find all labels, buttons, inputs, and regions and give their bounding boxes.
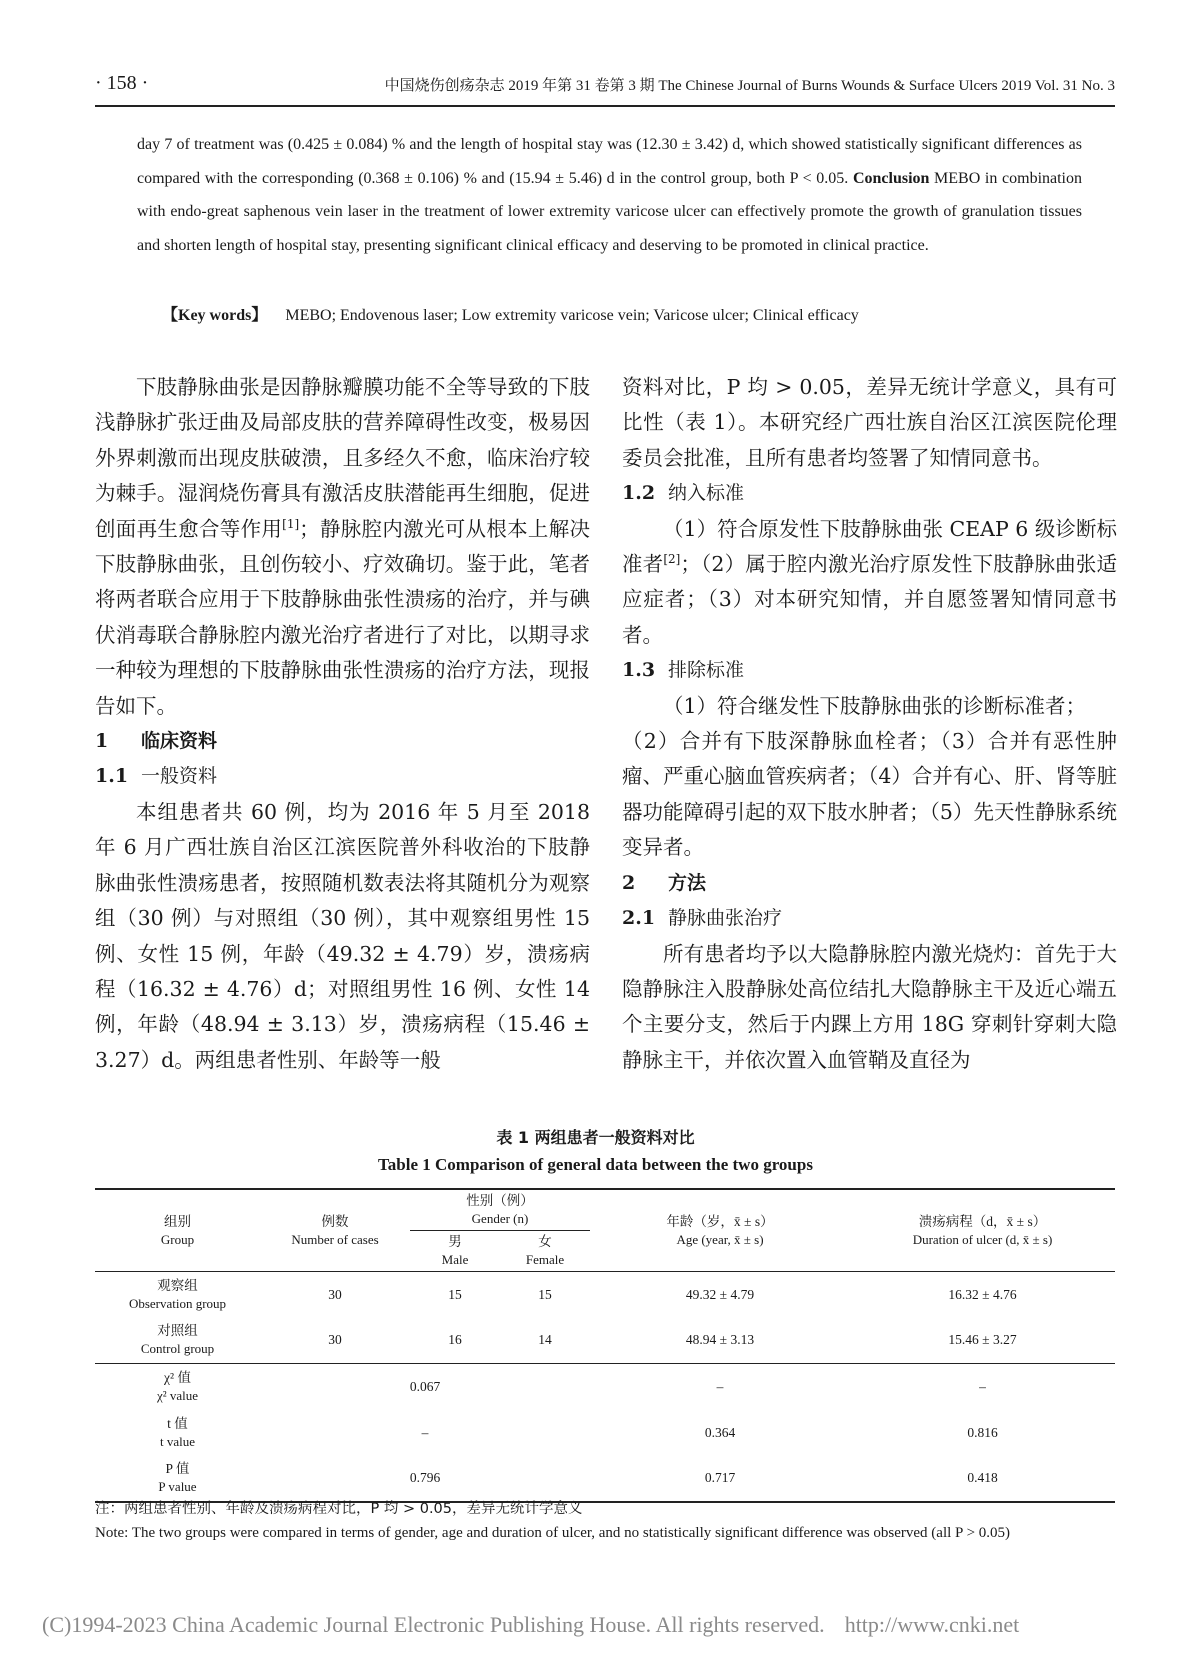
citation-2: [2] (663, 552, 681, 567)
keywords-list: MEBO; Endovenous laser; Low extremity varicose vein; Varicose ulcer; Clinical efficacy (285, 307, 859, 324)
cell-age-stat: – (590, 1364, 850, 1410)
section-2-heading (622, 866, 1117, 901)
header-rule (95, 105, 1115, 107)
table-row (95, 1410, 1115, 1456)
cell-cases: 30 (328, 1286, 342, 1302)
cell-age: 48.94 ± 3.13 (685, 1332, 755, 1348)
data-table (95, 1188, 1115, 1503)
copyright-footer (42, 1612, 1019, 1638)
inclusion-text-a: （1）符合原发性下肢静脉曲张 CEAP 6 级诊断标准者 (622, 516, 1117, 577)
conclusion-label: Conclusion (852, 169, 930, 187)
citation-1: [1] (282, 516, 300, 531)
cell-gender-stat: 0.067 (260, 1364, 590, 1410)
cell-gender-stat: 0.796 (260, 1456, 590, 1502)
header-group: 组别 Group (95, 1189, 260, 1272)
inclusion-paragraph (622, 512, 1117, 654)
section-1-number: 1 (95, 730, 109, 753)
section-1-1-heading (95, 759, 590, 794)
row-label: 对照组 Control group (140, 1323, 215, 1357)
header-age: 年龄（岁，x̄ ± s） Age (year, x̄ ± s) (590, 1189, 850, 1272)
table-row (95, 1318, 1115, 1364)
row-label: t 值 t value (159, 1415, 195, 1449)
footer-url: http://www.cnki.net (844, 1612, 1020, 1637)
cell-male: 15 (448, 1286, 462, 1302)
cell-age-stat: 0.717 (590, 1456, 850, 1502)
inclusion-text-b: ；（2）属于腔内激光治疗原发性下肢静脉曲张适应症者；（3）对本研究知情，并自愿签署知情同意书者。 (622, 552, 1118, 647)
cell-ulcer: 15.46 ± 3.27 (948, 1332, 1017, 1348)
abstract-part2: MEBO in combination with endo-great saphenous vein laser in the treatment of lower extremity varicose ulcer can effectively promote the growth of granulation tissues and shorten length of hospital stay, presenting significant clinical efficacy and deserving to be promoted in clinical practice. (137, 169, 1083, 254)
left-column (95, 370, 590, 1078)
cell-age: 49.32 ± 4.79 (685, 1286, 755, 1302)
cell-female: 15 (538, 1286, 552, 1302)
right-column (622, 370, 1117, 1078)
intro-paragraph (95, 370, 590, 724)
note-en: Note: The two groups were compared in terms of gender, age and duration of ulcer, and no statistically significant difference was observed (all P > 0.05) (95, 1525, 1011, 1541)
table-row (95, 1364, 1115, 1410)
table-caption-en: Table 1 Comparison of general data between the two groups (378, 1155, 813, 1174)
row-label: P 值 P value (95, 1456, 260, 1502)
page-header (95, 72, 1115, 102)
running-head: 中国烧伤创疡杂志 2019 年第 31 卷第 3 期 The Chinese Journal of Burns Wounds & Surface Ulcers 2019 Vol. 31 No. 3 (384, 78, 1115, 94)
cell-ulcer-stat: – (850, 1364, 1115, 1410)
section-1-heading (95, 724, 590, 759)
section-2-1-number: 2.1 (622, 907, 656, 930)
section-1-title: 临床资料 (141, 730, 218, 753)
table-row (95, 1272, 1115, 1318)
section-2-1-heading (622, 901, 1117, 936)
header-male: 男 Male (410, 1231, 500, 1272)
cell-ulcer-stat: 0.418 (850, 1456, 1115, 1502)
page-number: · 158 · (95, 72, 149, 94)
section-1-3-title: 排除标准 (668, 659, 745, 682)
header-female: 女 Female (500, 1231, 590, 1272)
section-2-1-title: 静脉曲张治疗 (668, 907, 783, 930)
keywords-label: 【Key words】 (162, 307, 268, 324)
table-caption-cn: 表 1 两组患者一般资料对比 (496, 1128, 695, 1147)
section-1-2-heading (622, 476, 1117, 511)
table-row (95, 1456, 1115, 1502)
section-1-2-title: 纳入标准 (668, 482, 745, 505)
abstract-part1: day 7 of treatment was (0.425 ± 0.084) % and the length of hospital stay was (12.30 ± 3.42) d, which showed statistically significant differences as compared with the corresponding (0.368 ± 0.106) % and (15.94 ± 5.46) d in the control group, both P < 0.05. (137, 136, 1082, 187)
note-cn: 注：两组患者性别、年龄及溃疡病程对比，P 均 > 0.05，差异无统计学意义 (95, 1501, 583, 1517)
abstract-text (137, 128, 1082, 262)
cell-age-stat: 0.364 (704, 1424, 736, 1440)
intro-text-b: ；静脉腔内激光可从根本上解决下肢静脉曲张，且创伤较小、疗效确切。鉴于此，笔者将两者联合应用于下肢静脉曲张性溃疡的治疗，并与碘伏消毒联合静脉腔内激光治疗者进行了对比，以期寻求一种较为理想的下肢静脉曲张性溃疡的治疗方法，现报告如下。 (95, 516, 591, 718)
cell-female: 14 (538, 1332, 552, 1348)
section-1-3-number: 1.3 (622, 659, 656, 682)
header-ulcer: 溃疡病程（d，x̄ ± s） Duration of ulcer (d, x̄ ± s) (850, 1189, 1115, 1272)
section-1-1-title: 一般资料 (141, 765, 218, 788)
general-data-paragraph: 本组患者共 60 例，均为 2016 年 5 月至 2018 年 6 月广西壮族自治区江滨医院普外科收治的下肢静脉曲张性溃疡患者，按照随机数表法将其随机分为观察组（30 例）与对照组（30 例），其中观察组男性 15 例、女性 15 例，年龄（49.32 ± 4.79）岁，溃疡病程（16.32 ± 4.76）d；对照组男性 16 例、女性 14 例，年龄（48.94 ± 3.13）岁，溃疡病程（15.46 ± 3.27）d。两组患者性别、年龄等一般 (95, 799, 590, 1072)
treatment-paragraph: 所有患者均予以大隐静脉腔内激光烧灼：首先于大隐静脉注入股静脉处高位结扎大隐静脉主干及近心端五个主要分支，然后于内踝上方用 18G 穿刺针穿刺大隐静脉主干，并依次置入血管鞘及直径为 (622, 941, 1117, 1072)
intro-text-a: 下肢静脉曲张是因静脉瓣膜功能不全等导致的下肢浅静脉扩张迂曲及局部皮肤的营养障碍性改变，极易因外界刺激而出现皮肤破溃，且多经久不愈，临床治疗较为棘手。湿润烧伤膏具有激活皮肤潜能再生细胞，促进创面再生愈合等作用 (95, 375, 590, 541)
section-1-2-number: 1.2 (622, 482, 656, 505)
row-label: 观察组 Observation group (128, 1277, 227, 1311)
general-data-continued: 资料对比，P 均 > 0.05，差异无统计学意义，具有可比性（表 1）。本研究经广西壮族自治区江滨医院伦理委员会批准，且所有患者均签署了知情同意书。 (622, 375, 1117, 470)
cell-ulcer: 16.32 ± 4.76 (948, 1286, 1017, 1302)
exclusion-paragraph-a: （1）符合继发性下肢静脉曲张的诊断标准者； (663, 693, 1087, 718)
row-label: χ² 值 χ² value (95, 1364, 260, 1410)
cell-male: 16 (448, 1332, 462, 1348)
copyright-text: (C)1994-2023 China Academic Journal Electronic Publishing House. All rights reserved. (42, 1612, 825, 1637)
cell-gender-stat: – (421, 1424, 429, 1440)
header-gender: 性别（例） Gender (n) (410, 1189, 590, 1231)
exclusion-paragraph-b: （2）合并有下肢深静脉血栓者；（3）合并有恶性肿瘤、严重心脑血管疾病者；（4）合并有心、肝、肾等脏器功能障碍引起的双下肢水肿者；（5）先天性静脉系统变异者。 (622, 729, 1117, 860)
cell-ulcer-stat: 0.816 (967, 1424, 998, 1440)
section-2-title: 方法 (668, 871, 707, 894)
section-1-1-number: 1.1 (95, 765, 129, 788)
cell-cases: 30 (328, 1332, 342, 1348)
section-1-3-heading (622, 653, 1117, 688)
table-1 (95, 1188, 1115, 1503)
table-header-row (95, 1189, 1115, 1231)
keywords (162, 302, 1082, 325)
header-cases: 例数 Number of cases (260, 1189, 410, 1272)
table-notes (95, 1497, 1115, 1546)
section-2-number: 2 (622, 871, 636, 894)
